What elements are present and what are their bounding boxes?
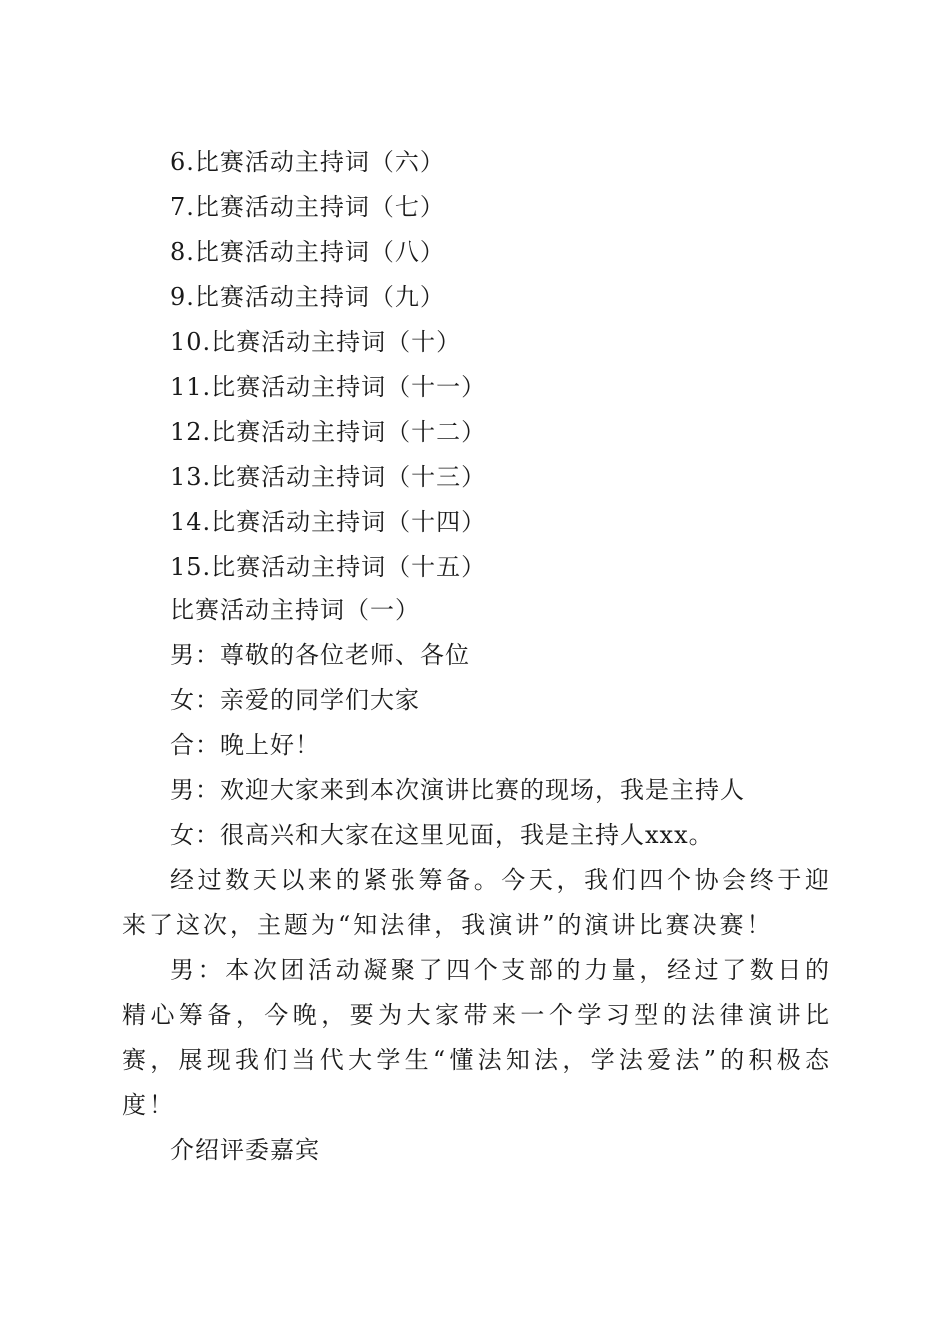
toc-item: 6.比赛活动主持词（六） bbox=[170, 148, 445, 176]
dialogue-line: 男：尊敬的各位老师、各位 bbox=[170, 641, 470, 669]
body-paragraph: 经过数天以来的紧张筹备。今天，我们四个协会终于迎来了这次，主题为“知法律，我演讲”的演讲比赛决赛！ bbox=[122, 866, 832, 939]
toc-item: 8.比赛活动主持词（八） bbox=[170, 238, 445, 266]
dialogue-line: 合：晚上好！ bbox=[170, 731, 320, 759]
toc-item: 13.比赛活动主持词（十三） bbox=[170, 463, 487, 491]
toc-item: 15.比赛活动主持词（十五） bbox=[170, 553, 487, 581]
document-body bbox=[122, 588, 832, 1173]
toc-item: 14.比赛活动主持词（十四） bbox=[170, 508, 487, 536]
dialogue-line: 女：很高兴和大家在这里见面，我是主持人xxx。 bbox=[170, 821, 714, 849]
dialogue-line: 女：亲爱的同学们大家 bbox=[170, 686, 420, 714]
toc-item: 7.比赛活动主持词（七） bbox=[170, 193, 445, 221]
closing-line: 介绍评委嘉宾 bbox=[170, 1136, 320, 1164]
table-of-contents bbox=[170, 140, 486, 590]
toc-item: 12.比赛活动主持词（十二） bbox=[170, 418, 487, 446]
toc-item: 9.比赛活动主持词（九） bbox=[170, 283, 445, 311]
body-paragraph: 男：本次团活动凝聚了四个支部的力量，经过了数日的精心筹备，今晚，要为大家带来一个学习型的法律演讲比赛，展现我们当代大学生“懂法知法，学法爱法”的积极态度！ bbox=[122, 956, 832, 1119]
section-title: 比赛活动主持词（一） bbox=[170, 596, 420, 624]
toc-item: 10.比赛活动主持词（十） bbox=[170, 328, 462, 356]
toc-item: 11.比赛活动主持词（十一） bbox=[170, 373, 487, 401]
dialogue-line: 男：欢迎大家来到本次演讲比赛的现场，我是主持人 bbox=[170, 776, 745, 804]
